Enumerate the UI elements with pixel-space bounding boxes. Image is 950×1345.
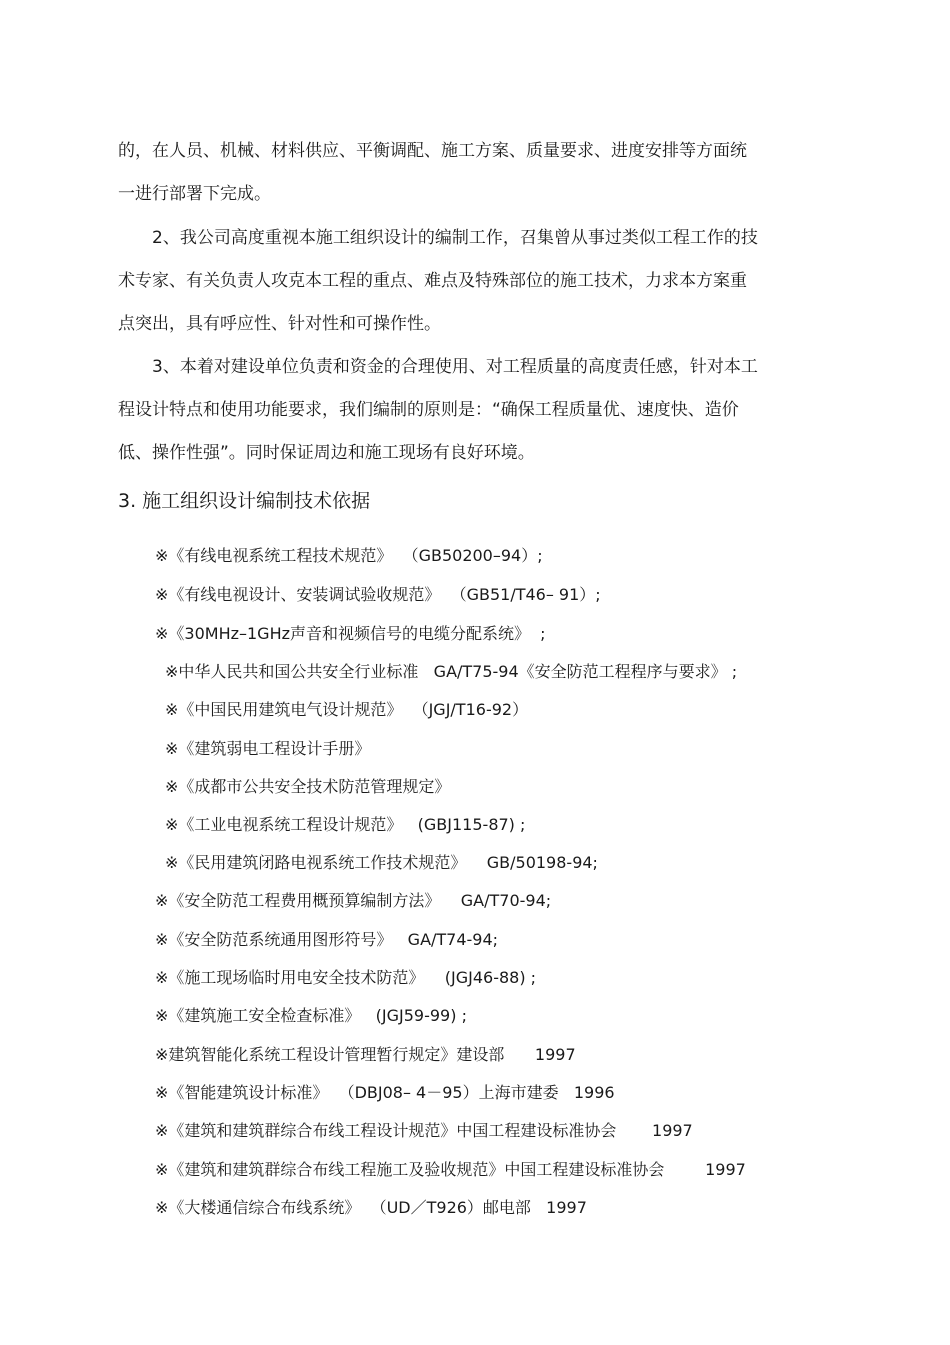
reference-text: ※《施工现场临时用电安全技术防范》 (JGJ46-88) ; xyxy=(155,968,537,987)
reference-item xyxy=(165,852,598,874)
reference-text: ※建筑智能化系统工程设计管理暂行规定》建设部 1997 xyxy=(155,1045,576,1064)
reference-item xyxy=(165,699,528,721)
reference-item xyxy=(155,890,551,912)
reference-text: ※《建筑和建筑群综合布线工程设计规范》中国工程建设标准协会 1997 xyxy=(155,1121,693,1140)
reference-text: ※《30MHz–1GHz声音和视频信号的电缆分配系统》 ; xyxy=(155,624,546,643)
reference-text: ※《工业电视系统工程设计规范》 (GBJ115-87) ; xyxy=(165,815,526,834)
reference-item xyxy=(155,623,546,645)
reference-item xyxy=(155,1082,615,1104)
reference-item xyxy=(155,545,543,567)
reference-item xyxy=(165,738,370,760)
paragraph-2-line-3: 点突出，具有呼应性、针对性和可操作性。 xyxy=(118,314,441,334)
reference-text: ※《安全防范工程费用概预算编制方法》 GA/T70-94; xyxy=(155,891,552,910)
paragraph-1-line-2: 一进行部署下完成。 xyxy=(118,184,271,204)
reference-text: ※《安全防范系统通用图形符号》 GA/T74-94; xyxy=(155,930,499,949)
reference-item xyxy=(155,929,498,951)
reference-item xyxy=(155,584,601,606)
reference-item xyxy=(165,776,450,798)
reference-text: ※《成都市公共安全技术防范管理规定》 xyxy=(165,777,451,796)
reference-item xyxy=(155,1159,746,1181)
reference-text: ※《智能建筑设计标准》 （DBJ08– 4－95）上海市建委 1996 xyxy=(155,1083,615,1102)
paragraph-1-line-1: 的，在人员、机械、材料供应、平衡调配、施工方案、质量要求、进度安排等方面统 xyxy=(118,141,747,161)
paragraph-2-line-1: 2、我公司高度重视本施工组织设计的编制工作，召集曾从事过类似工程工作的技 xyxy=(118,228,758,248)
paragraph-3-line-1: 3、本着对建设单位负责和资金的合理使用、对工程质量的高度责任感，针对本工 xyxy=(118,357,758,377)
reference-item xyxy=(155,1120,693,1142)
paragraph-3-line-2: 程设计特点和使用功能要求，我们编制的原则是：“确保工程质量优、速度快、造价 xyxy=(118,400,739,420)
reference-item xyxy=(155,1197,587,1219)
reference-item xyxy=(165,661,737,683)
reference-text: ※《建筑弱电工程设计手册》 xyxy=(165,739,371,758)
reference-text: ※《民用建筑闭路电视系统工作技术规范》 GB/50198-94; xyxy=(165,853,598,872)
reference-text: ※《建筑和建筑群综合布线工程施工及验收规范》中国工程建设标准协会 1997 xyxy=(155,1160,746,1179)
reference-item xyxy=(155,1005,467,1027)
reference-item xyxy=(155,1044,576,1066)
section-heading: 3. 施工组织设计编制技术依据 xyxy=(118,490,371,512)
reference-text: ※《大楼通信综合布线系统》 （UD／T926）邮电部 1997 xyxy=(155,1198,587,1217)
paragraph-2-line-2: 术专家、有关负责人攻克本工程的重点、难点及特殊部位的施工技术，力求本方案重 xyxy=(118,271,747,291)
reference-text: ※《建筑施工安全检查标准》 (JGJ59-99) ; xyxy=(155,1006,467,1025)
reference-item xyxy=(155,967,536,989)
reference-item xyxy=(165,814,525,836)
paragraph-3-line-3: 低、操作性强”。同时保证周边和施工现场有良好环境。 xyxy=(118,443,535,463)
reference-text: ※《中国民用建筑电气设计规范》 （JGJ/T16-92） xyxy=(165,700,529,719)
reference-text: ※《有线电视系统工程技术规范》 （GB50200–94）; xyxy=(155,546,543,565)
reference-text: ※《有线电视设计、安装调试验收规范》 （GB51/T46– 91）; xyxy=(155,585,601,604)
reference-text: ※中华人民共和国公共安全行业标准 GA/T75-94《安全防范工程程序与要求》 ; xyxy=(165,662,738,681)
